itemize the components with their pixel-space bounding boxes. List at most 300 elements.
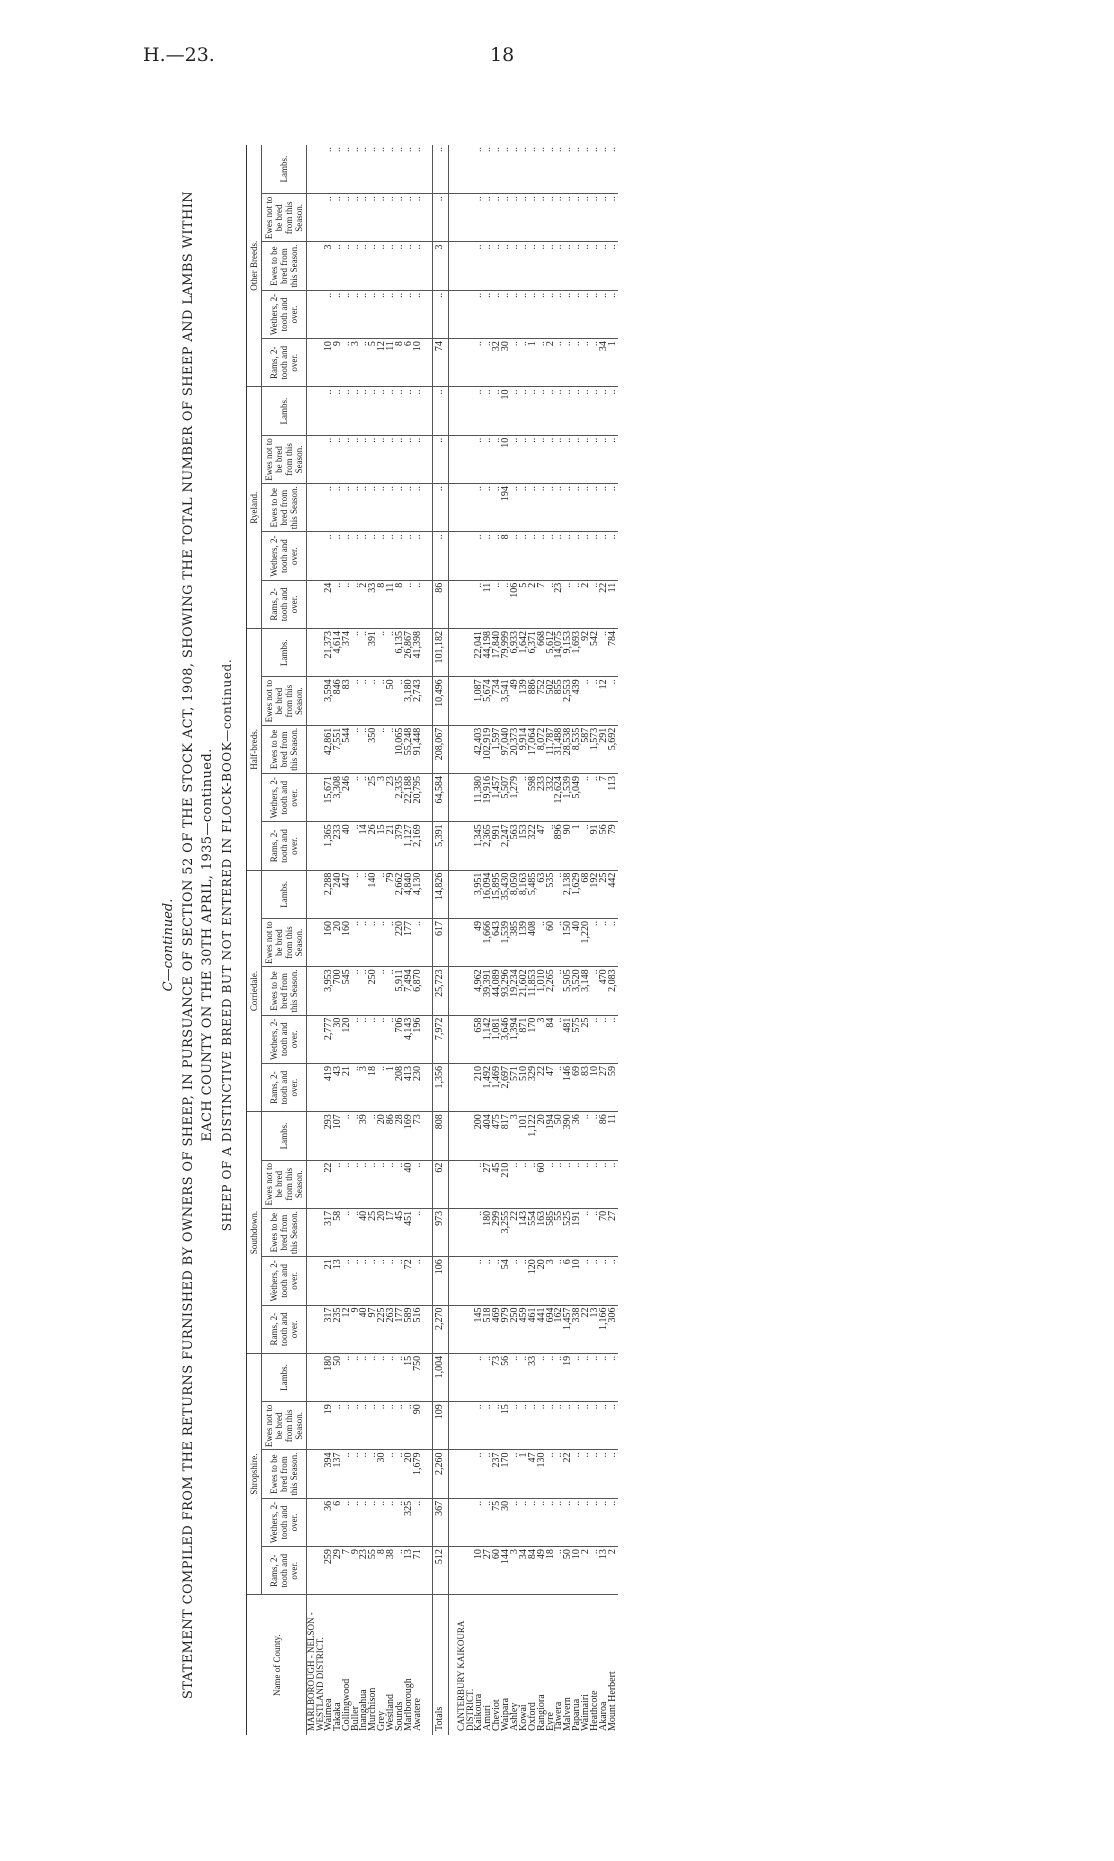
table-cell: 306	[609, 1305, 618, 1353]
table-row	[405, 145, 414, 1735]
subcolumn-header: Ewes not to be bred from this Season.	[262, 1160, 307, 1208]
table-cell: ..	[414, 1208, 423, 1256]
table-cell: ..	[547, 242, 556, 290]
table-cell: 2,365	[484, 822, 493, 870]
table-cell: ..	[343, 435, 352, 483]
table-cell	[423, 387, 432, 435]
table-cell: 5,692	[609, 725, 618, 773]
table-cell: 441	[538, 1305, 547, 1353]
table-cell: 991	[493, 822, 502, 870]
table-cell: ..	[387, 1450, 396, 1498]
table-cell: ..	[511, 290, 520, 338]
table-cell: ..	[484, 1498, 493, 1546]
table-cell: ..	[555, 870, 564, 918]
table-cell: ..	[582, 484, 591, 532]
table-cell: 25	[369, 774, 378, 822]
county-name: Takaka	[331, 1702, 343, 1731]
table-cell: 1,693	[573, 629, 582, 677]
table-cell: ..	[360, 1450, 369, 1498]
table-cell: 6,933	[511, 629, 520, 677]
table-cell: ..	[334, 484, 343, 532]
table-cell: 20	[334, 919, 343, 967]
table-cell: 43	[334, 1063, 343, 1111]
table-cell: 74	[432, 339, 448, 387]
table-cell: 17,840	[493, 629, 502, 677]
table-cell: ..	[582, 1498, 591, 1546]
table-cell: ..	[360, 194, 369, 242]
table-cell: 3	[511, 1547, 520, 1595]
table-cell	[448, 1015, 457, 1063]
table-cell: ..	[520, 435, 529, 483]
table-cell: ..	[564, 194, 573, 242]
table-cell: ..	[378, 387, 387, 435]
table-cell	[457, 242, 475, 290]
table-cell: ..	[360, 242, 369, 290]
table-row	[600, 145, 609, 1735]
table-cell: 56	[600, 822, 609, 870]
county-name: Malvern	[562, 1697, 574, 1731]
county-name: Ashley	[508, 1702, 520, 1731]
table-cell: 1,642	[520, 629, 529, 677]
table-cell: ..	[352, 1208, 361, 1256]
table-cell: 41,398	[414, 629, 423, 677]
table-cell: 1,394	[511, 1015, 520, 1063]
table-cell: 5,391	[432, 822, 448, 870]
table-cell: 47	[529, 1450, 538, 1498]
table-cell: 84	[529, 1547, 538, 1595]
table-cell: 1,122	[529, 1112, 538, 1160]
table-cell	[448, 194, 457, 242]
table-cell: 379	[396, 822, 405, 870]
table-cell: 2,288	[325, 870, 334, 918]
table-cell: 15,671	[325, 774, 334, 822]
table-cell: ..	[369, 532, 378, 580]
table-cell: ..	[582, 242, 591, 290]
table-cell: 10	[325, 339, 334, 387]
table-cell: ..	[378, 1160, 387, 1208]
table-cell: ..	[538, 919, 547, 967]
table-cell: ..	[547, 1450, 556, 1498]
table-cell: ..	[325, 532, 334, 580]
table-cell: 1,629	[573, 870, 582, 918]
table-cell: ..	[352, 774, 361, 822]
table-cell	[457, 532, 475, 580]
table-cell: ..	[609, 242, 618, 290]
table-cell: ..	[325, 387, 334, 435]
table-cell: ..	[591, 1257, 600, 1305]
table-cell: 120	[529, 1257, 538, 1305]
table-cell: 11	[484, 580, 493, 628]
table-cell: 3,148	[582, 967, 591, 1015]
table-cell: 160	[325, 919, 334, 967]
table-cell	[457, 387, 475, 435]
subcolumn-header: Ewes to be bred from this Season.	[262, 242, 307, 290]
table-cell: 11	[387, 580, 396, 628]
table-cell: ..	[360, 1160, 369, 1208]
table-cell: 11	[609, 580, 618, 628]
table-cell: 79,999	[502, 629, 511, 677]
table-row	[582, 145, 591, 1735]
table-cell: ..	[475, 1402, 484, 1450]
table-cell: ..	[564, 1402, 573, 1450]
table-cell: ..	[475, 1257, 484, 1305]
table-cell: ..	[591, 484, 600, 532]
table-cell: 2,697	[502, 1063, 511, 1111]
table-cell: ..	[493, 387, 502, 435]
table-cell: 233	[334, 822, 343, 870]
district-name: CANTERBURY KAIKOURA DISTRICT.	[456, 1621, 476, 1731]
table-cell: 120	[343, 1015, 352, 1063]
table-cell: ..	[369, 387, 378, 435]
table-row	[564, 145, 573, 1735]
table-cell: ..	[520, 484, 529, 532]
table-cell	[448, 725, 457, 773]
county-name: Tawera	[553, 1701, 565, 1731]
table-cell: ..	[538, 532, 547, 580]
table-cell: 47	[547, 1063, 556, 1111]
table-cell: 3,951	[475, 870, 484, 918]
table-cell: 97,040	[502, 725, 511, 773]
table-cell: 90	[564, 822, 573, 870]
table-cell: 3	[325, 242, 334, 290]
table-cell: ..	[609, 290, 618, 338]
table-cell: ..	[360, 387, 369, 435]
table-cell: ..	[573, 1402, 582, 1450]
table-cell: ..	[538, 1402, 547, 1450]
subcolumn-header: Ewes not to be bred from this Season.	[262, 435, 307, 483]
table-cell: ..	[547, 145, 556, 194]
table-cell: ..	[538, 145, 547, 194]
table-cell: ..	[352, 242, 361, 290]
table-cell: ..	[547, 290, 556, 338]
table-cell: ..	[582, 290, 591, 338]
table-cell: ..	[600, 919, 609, 967]
table-cell: 404	[484, 1112, 493, 1160]
subcolumn-header: Lambs.	[262, 1353, 307, 1401]
table-cell: 33	[529, 1353, 538, 1401]
table-cell: ..	[609, 919, 618, 967]
table-cell	[448, 629, 457, 677]
table-cell: 246	[343, 774, 352, 822]
table-cell: 8	[378, 580, 387, 628]
table-cell: ..	[387, 1402, 396, 1450]
table-cell: 58	[334, 1208, 343, 1256]
table-cell: ..	[520, 774, 529, 822]
table-cell: 1,004	[432, 1353, 448, 1401]
table-cell: ..	[582, 1450, 591, 1498]
table-cell: ..	[334, 1160, 343, 1208]
table-cell: 32	[493, 339, 502, 387]
table-cell: 21	[387, 822, 396, 870]
county-name: Inangahua	[358, 1689, 370, 1731]
table-cell: ..	[343, 339, 352, 387]
table-cell	[423, 484, 432, 532]
table-cell: 22	[564, 1450, 573, 1498]
table-cell: 979	[502, 1305, 511, 1353]
table-row	[396, 145, 405, 1735]
table-cell: ..	[573, 242, 582, 290]
table-cell: ..	[609, 484, 618, 532]
table-cell: ..	[564, 387, 573, 435]
table-cell: ..	[609, 387, 618, 435]
table-cell	[448, 290, 457, 338]
table-cell: ..	[609, 1015, 618, 1063]
table-cell: ..	[529, 435, 538, 483]
table-cell: ..	[369, 1160, 378, 1208]
table-cell: ..	[360, 1402, 369, 1450]
table-cell: ..	[529, 194, 538, 242]
table-cell: ..	[396, 290, 405, 338]
table-cell: ..	[352, 290, 361, 338]
table-cell: ..	[520, 1353, 529, 1401]
table-cell: ..	[325, 435, 334, 483]
table-cell: 45	[396, 1208, 405, 1256]
table-cell: ..	[555, 1353, 564, 1401]
table-cell: 20,373	[511, 725, 520, 773]
table-cell: ..	[484, 1257, 493, 1305]
spacer-row	[423, 145, 432, 1735]
table-cell	[423, 1547, 432, 1595]
table-cell: ..	[432, 435, 448, 483]
table-cell: ..	[378, 145, 387, 194]
table-cell: 97	[369, 1305, 378, 1353]
table-cell: 20	[405, 1450, 414, 1498]
table-cell: ..	[396, 1353, 405, 1401]
table-cell: ..	[564, 242, 573, 290]
table-cell: ..	[475, 532, 484, 580]
table-cell: ..	[352, 967, 361, 1015]
table-cell: 394	[325, 1450, 334, 1498]
table-cell: ..	[360, 435, 369, 483]
table-cell: ..	[484, 532, 493, 580]
table-cell: ..	[555, 1063, 564, 1111]
table-cell: ..	[378, 1498, 387, 1546]
table-cell: ..	[360, 919, 369, 967]
table-cell: ..	[582, 1112, 591, 1160]
table-cell: 9,914	[520, 725, 529, 773]
table-row	[484, 145, 493, 1735]
breed-header: Half-breds.	[247, 629, 262, 871]
table-cell: 9	[334, 339, 343, 387]
table-cell: 784	[609, 629, 618, 677]
table-cell: ..	[484, 290, 493, 338]
subcolumn-header: Ewes not to be bred from this Season.	[262, 919, 307, 967]
table-cell	[423, 1015, 432, 1063]
table-cell: 47	[538, 822, 547, 870]
table-cell: 22,041	[475, 629, 484, 677]
table-cell	[423, 1257, 432, 1305]
table-cell: ..	[538, 387, 547, 435]
table-cell: 1	[387, 1063, 396, 1111]
table-cell: 55,248	[405, 725, 414, 773]
table-cell: ..	[520, 1160, 529, 1208]
table-cell: 11,380	[475, 774, 484, 822]
table-cell: 3	[538, 1015, 547, 1063]
table-cell: 3,646	[502, 1015, 511, 1063]
table-cell: ..	[493, 242, 502, 290]
table-cell: ..	[600, 1402, 609, 1450]
subcolumn-header: Wethers, 2-tooth and over.	[262, 1498, 307, 1546]
table-cell: 1	[609, 339, 618, 387]
table-cell: ..	[360, 1498, 369, 1546]
table-cell: ..	[387, 194, 396, 242]
table-cell: ..	[343, 484, 352, 532]
table-cell: ..	[369, 919, 378, 967]
table-cell: 7	[343, 1547, 352, 1595]
table-cell: 542	[591, 629, 600, 677]
table-cell	[423, 242, 432, 290]
table-cell: 29	[334, 1547, 343, 1595]
table-cell: 83	[582, 1063, 591, 1111]
table-cell: ..	[432, 194, 448, 242]
table-cell: ..	[405, 580, 414, 628]
table-cell: 3,308	[334, 774, 343, 822]
table-cell	[448, 919, 457, 967]
table-cell: ..	[396, 1257, 405, 1305]
table-cell: 1,087	[475, 677, 484, 725]
county-name: Waimea	[322, 1698, 334, 1731]
table-cell: ..	[609, 1353, 618, 1401]
table-cell	[448, 1402, 457, 1450]
table-cell: 84	[547, 1015, 556, 1063]
table-cell: ..	[352, 435, 361, 483]
table-cell: 855	[555, 677, 564, 725]
table-cell: 24	[325, 580, 334, 628]
table-cell: ..	[369, 1498, 378, 1546]
table-cell: 177	[396, 1305, 405, 1353]
table-cell: ..	[547, 822, 556, 870]
table-cell: 3	[432, 242, 448, 290]
table-cell: 20,795	[414, 774, 423, 822]
table-cell: 2	[582, 580, 591, 628]
table-cell: ..	[378, 194, 387, 242]
table-cell: ..	[547, 435, 556, 483]
table-cell: 19	[564, 1353, 573, 1401]
table-cell: ..	[538, 1498, 547, 1546]
table-cell	[448, 1498, 457, 1546]
table-cell: ..	[555, 532, 564, 580]
table-cell: 44,198	[484, 629, 493, 677]
table-cell	[423, 629, 432, 677]
table-cell: 2,662	[396, 870, 405, 918]
table-cell: 49	[475, 919, 484, 967]
table-cell	[448, 1305, 457, 1353]
county-name: Awatere	[411, 1698, 423, 1731]
table-cell: ..	[414, 484, 423, 532]
table-cell: 3,180	[405, 677, 414, 725]
table-cell: 86	[600, 1112, 609, 1160]
table-cell: ..	[396, 1498, 405, 1546]
table-cell: ..	[414, 532, 423, 580]
table-cell: ..	[387, 1498, 396, 1546]
table-cell: 38	[387, 1547, 396, 1595]
table-cell: 60	[547, 919, 556, 967]
table-cell: 139	[520, 919, 529, 967]
table-cell: 871	[520, 1015, 529, 1063]
table-cell: ..	[475, 290, 484, 338]
table-cell: 225	[378, 1305, 387, 1353]
table-cell: ..	[511, 1257, 520, 1305]
table-cell: 481	[564, 1015, 573, 1063]
table-cell: ..	[547, 1160, 556, 1208]
table-cell: 71	[414, 1547, 423, 1595]
table-cell: 13	[600, 1547, 609, 1595]
table-cell: 469	[493, 1305, 502, 1353]
table-cell: 563	[511, 822, 520, 870]
table-cell: ..	[600, 194, 609, 242]
table-cell: 45	[493, 1160, 502, 1208]
table-cell: 170	[502, 1450, 511, 1498]
table-cell: 3	[511, 1112, 520, 1160]
table-cell: 299	[493, 1208, 502, 1256]
table-cell: ..	[564, 1160, 573, 1208]
table-cell: ..	[369, 1402, 378, 1450]
statement-title-line-1: STATEMENT COMPILED FROM THE RETURNS FURNISHED BY OWNERS OF SHEEP, IN PURSUANCE OF SECTION 52 OF THE STOCK ACT, 1908, SHOWING THE TOTAL NUMBER OF SHEEP AND LAMBS WITHIN	[181, 190, 196, 1700]
table-cell: 208,067	[432, 725, 448, 773]
table-cell: ..	[511, 435, 520, 483]
table-cell: ..	[360, 1015, 369, 1063]
subcolumn-header: Rams, 2-tooth and over.	[262, 822, 307, 870]
table-cell: 11,787	[547, 725, 556, 773]
table-cell: 374	[343, 629, 352, 677]
table-cell: 13	[591, 1305, 600, 1353]
table-cell: ..	[475, 339, 484, 387]
table-cell: 106	[432, 1257, 448, 1305]
table-cell: ..	[555, 1498, 564, 1546]
table-cell: 75	[493, 1498, 502, 1546]
table-cell: 22	[600, 580, 609, 628]
table-cell: 817	[502, 1112, 511, 1160]
table-cell	[448, 145, 457, 194]
table-cell: 83	[343, 677, 352, 725]
table-cell: 1,356	[432, 1063, 448, 1111]
breed-header: Shropshire.	[247, 1353, 262, 1595]
table-cell: ..	[387, 1160, 396, 1208]
table-cell	[423, 1450, 432, 1498]
table-cell: 367	[432, 1498, 448, 1546]
table-cell: ..	[493, 1257, 502, 1305]
table-cell: ..	[325, 290, 334, 338]
table-cell	[448, 387, 457, 435]
table-cell: ..	[502, 580, 511, 628]
table-cell: 752	[538, 677, 547, 725]
table-cell: 144	[502, 1547, 511, 1595]
table-cell: ..	[334, 532, 343, 580]
table-cell: ..	[520, 1498, 529, 1546]
table-cell: 25	[369, 1208, 378, 1256]
table-cell: 13	[334, 1257, 343, 1305]
table-cell: ..	[414, 919, 423, 967]
table-cell: ..	[432, 484, 448, 532]
table-cell: 3	[547, 1257, 556, 1305]
table-cell: ..	[387, 484, 396, 532]
table-cell: ..	[352, 1160, 361, 1208]
table-cell: ..	[378, 242, 387, 290]
table-cell: ..	[432, 145, 448, 194]
table-cell: ..	[352, 580, 361, 628]
table-cell: ..	[493, 484, 502, 532]
table-cell: ..	[547, 194, 556, 242]
table-cell: ..	[511, 532, 520, 580]
table-cell: 3	[360, 1063, 369, 1111]
table-row	[529, 145, 538, 1735]
table-cell: ..	[396, 677, 405, 725]
table-cell: ..	[343, 242, 352, 290]
table-cell: 1,597	[493, 725, 502, 773]
table-cell: ..	[369, 484, 378, 532]
table-cell: 14,075	[555, 629, 564, 677]
table-cell: 22	[325, 1160, 334, 1208]
